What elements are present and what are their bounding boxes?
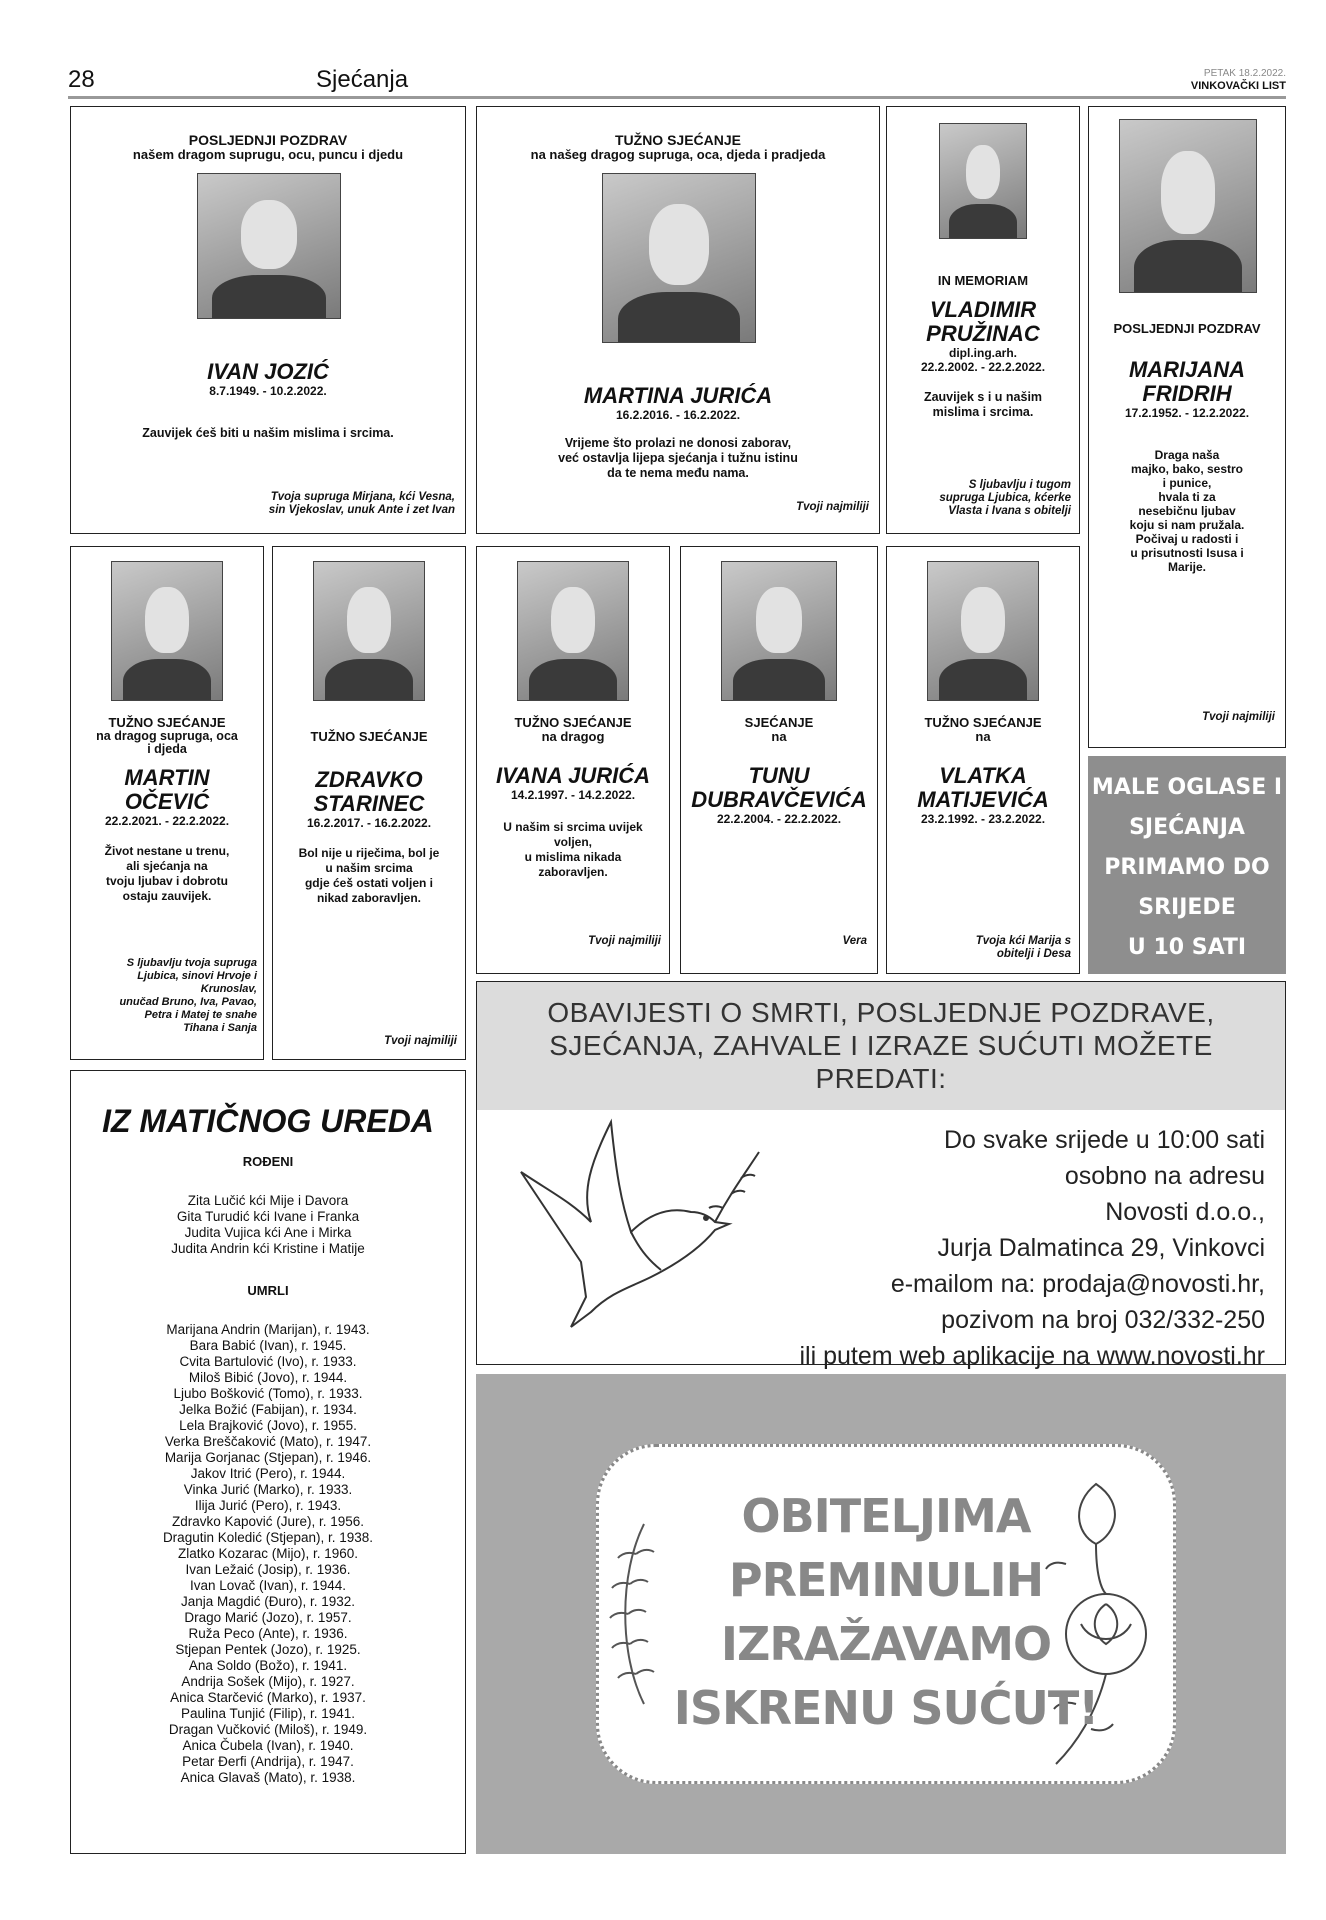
portrait-photo: [927, 561, 1039, 701]
died-list: [71, 1322, 465, 1786]
obituary-signature: S ljubavlju i tugom supruga Ljubica, kćerke Vlasta i Ivana s obitelji: [939, 479, 1071, 517]
obituary-signature: Vera: [842, 935, 867, 947]
condolence-message: OBITELJIMA PREMINULIH IZRAŽAVAMO ISKRENU SUĆUT!: [673, 1489, 1099, 1735]
obituary-name: IVANA JURIĆA: [495, 763, 650, 788]
portrait-photo: [721, 561, 837, 701]
died-entry: Anica Čubela (Ivan), r. 1940.: [182, 1738, 354, 1753]
died-entry: Bara Babić (Ivan), r. 1945.: [189, 1338, 347, 1353]
obituary-signature: Tvoji najmiliji: [384, 1035, 457, 1047]
obituary-name: VLATKA MATIJEVIĆA: [917, 763, 1049, 812]
registry-title: IZ MATIČNOG UREDA: [102, 1103, 434, 1139]
portrait-photo: [939, 123, 1027, 239]
obituary-ocevic: [70, 546, 264, 1060]
died-entry: Verka Breščaković (Mato), r. 1947.: [164, 1434, 372, 1449]
obituary-dates: 8.7.1949. - 10.2.2022.: [209, 384, 327, 398]
died-label: UMRLI: [247, 1283, 289, 1298]
died-entry: Zdravko Kapović (Jure), r. 1956.: [171, 1514, 365, 1529]
obituary-signature: Tvoji najmiliji: [588, 935, 661, 947]
obituary-starinec: [272, 546, 466, 1060]
obituary-dates: 14.2.1997. - 14.2.2022.: [510, 788, 636, 802]
obituary-heading: POSLJEDNJI POZDRAV: [188, 132, 348, 148]
obituary-subheading: na dragog supruga, oca i djeda: [96, 729, 238, 756]
obituary-signature: Tvoja kći Marija s obitelji i Desa: [975, 935, 1071, 960]
portrait-photo: [197, 173, 341, 319]
obituary-heading: SJEĆANJE: [744, 715, 814, 730]
obituary-subheading: našem dragom suprugu, ocu, puncu i djedu: [132, 147, 404, 162]
obituary-signature: Tvoji najmiliji: [1202, 711, 1275, 723]
obituary-message: Zauvijek s i u našim mislima i srcima.: [923, 390, 1043, 419]
registry-office: [70, 1070, 466, 1854]
portrait-photo: [517, 561, 629, 701]
died-entry: Ljubo Bošković (Tomo), r. 1933.: [173, 1386, 363, 1401]
obituary-heading: TUŽNO SJEĆANJE: [310, 729, 428, 744]
obituary-message: Bol nije u riječima, bol je u našim srcima gdje ćeš ostati voljen i nikad zaboravljen.: [298, 846, 440, 905]
born-label: ROĐENI: [242, 1154, 294, 1169]
died-entry: Dragan Vučković (Miloš), r. 1949.: [168, 1722, 368, 1737]
newspaper-name: VINKOVAČKI LIST: [1190, 80, 1286, 92]
obituary-subheading: na: [975, 729, 991, 744]
portrait-photo: [313, 561, 425, 701]
died-entry: Miloš Bibić (Jovo), r. 1944.: [188, 1370, 348, 1385]
obituary-heading: TUŽNO SJEĆANJE: [514, 715, 632, 730]
obituary-fridrih: [1088, 106, 1286, 748]
issue-date: PETAK 18.2.2022.: [1203, 68, 1286, 79]
died-entry: Marijana Andrin (Marijan), r. 1943.: [166, 1322, 370, 1337]
died-entry: Jakov Itrić (Pero), r. 1944.: [190, 1466, 346, 1481]
obituary-pruzinac: [886, 106, 1080, 534]
submission-notice: [476, 981, 1286, 1370]
obituary-heading: POSLJEDNJI POZDRAV: [1113, 321, 1261, 336]
obituary-dubravcevic: [680, 546, 878, 974]
obituary-message: Draga naša majko, bako, sestro i punice, hvala ti za nesebičnu ljubav koju si nam pružala. Počivaj u radosti i u prisutnosti Isusa i Marije.: [1129, 448, 1245, 574]
obituary-dates: 16.2.2017. - 16.2.2022.: [306, 816, 432, 830]
died-entry: Dragutin Koledić (Stjepan), r. 1938.: [162, 1530, 374, 1545]
obituary-dates: 22.2.2021. - 22.2.2022.: [104, 814, 230, 828]
portrait-photo: [111, 561, 223, 701]
notice-header: OBAVIJESTI O SMRTI, POSLJEDNJE POZDRAVE, SJEĆANJA, ZAHVALE I IZRAZE SUĆUTI MOŽETE PREDATI:: [477, 982, 1285, 1110]
died-entry: Jelka Božić (Fabijan), r. 1934.: [179, 1402, 357, 1417]
obituary-message: Zauvijek ćeš biti u našim mislima i srcima.: [142, 426, 394, 440]
died-entry: Andrija Sošek (Mijo), r. 1927.: [181, 1674, 355, 1689]
died-entry: Janja Magdić (Đuro), r. 1932.: [180, 1594, 356, 1609]
died-entry: Petar Đerfi (Andrija), r. 1947.: [182, 1754, 354, 1769]
obituary-name: ZDRAVKO STARINEC: [313, 767, 425, 816]
obituary-dates: 22.2.2002. - 22.2.2022.: [920, 360, 1046, 374]
obituary-name: MARIJANA FRIDRIH: [1128, 357, 1246, 406]
died-entry: Drago Marić (Jozo), r. 1957.: [184, 1610, 352, 1625]
obituary-subheading: na: [771, 729, 787, 744]
obituary-signature: Tvoja supruga Mirjana, kći Vesna, sin Vjekoslav, unuk Ante i zet Ivan: [268, 491, 455, 516]
obituary-jurica-ivan: [476, 546, 670, 974]
obituary-message: U našim si srcima uvijek voljen, u mislima nikada zaboravljen.: [503, 820, 643, 879]
obituary-matijevic: [886, 546, 1080, 974]
died-entry: Stjepan Pentek (Jozo), r. 1925.: [175, 1642, 361, 1657]
died-entry: Paulina Tunjić (Filip), r. 1941.: [180, 1706, 356, 1721]
obituary-jozic: [70, 106, 466, 534]
born-list: Zita Lučić kći Mije i Davora Gita Turudić kći Ivane i Franka Judita Vujica kći Ane i Mirka Judita Andrin kći Kristine i Matije: [171, 1193, 365, 1256]
obituary-dates: 23.2.1992. - 23.2.2022.: [920, 812, 1046, 826]
portrait-photo: [602, 173, 756, 343]
died-entry: Ana Soldo (Božo), r. 1941.: [188, 1658, 348, 1673]
portrait-photo: [1119, 119, 1257, 293]
died-entry: Marija Gorjanac (Stjepan), r. 1946.: [164, 1450, 372, 1465]
obituary-heading: TUŽNO SJEĆANJE: [614, 132, 742, 148]
obituary-signature: S ljubavlju tvoja supruga Ljubica, sinovi Hrvoje i Krunoslav, unučad Bruno, Iva, Pavao, Petra i Matej te snahe Tihana i Sanja: [119, 957, 257, 1034]
section-title: Sjećanja: [316, 66, 409, 93]
obituary-name: MARTINA JURIĆA: [583, 383, 773, 408]
obituary-signature: Tvoji najmiliji: [796, 501, 869, 513]
obituary-subheading: na našeg dragog supruga, oca, djeda i pradjeda: [530, 147, 826, 162]
header-rule: [68, 96, 1286, 99]
obituary-subheading: na dragog: [541, 729, 605, 744]
obituary-name: IVAN JOZIĆ: [207, 359, 329, 384]
obituary-title: dipl.ing.arh.: [949, 346, 1017, 360]
died-entry: Vinka Jurić (Marko), r. 1933.: [183, 1482, 353, 1497]
page-number: 28: [68, 66, 95, 93]
obituary-dates: 17.2.1952. - 12.2.2022.: [1124, 406, 1250, 420]
died-entry: Cvita Bartulović (Ivo), r. 1933.: [179, 1354, 357, 1369]
dove-illustration: [501, 1112, 761, 1352]
obituary-message: Vrijeme što prolazi ne donosi zaborav, već ostavlja lijepa sjećanja i tužnu istinu da te nema među nama.: [558, 436, 798, 480]
died-entry: Anica Glavaš (Mato), r. 1938.: [180, 1770, 356, 1785]
obituary-dates: 16.2.2016. - 16.2.2022.: [615, 408, 741, 422]
obituary-name: VLADIMIR PRUŽINAC: [926, 297, 1040, 346]
obituary-message: Život nestane u trenu, ali sjećanja na tvoju ljubav i dobrotu ostaju zauvijek.: [104, 844, 230, 903]
obituary-heading: TUŽNO SJEĆANJE: [924, 715, 1042, 730]
died-entry: Ivan Ležaić (Josip), r. 1936.: [185, 1562, 351, 1577]
small-ads-banner: MALE OGLASE I SJEĆANJA PRIMAMO DO SRIJEDE U 10 SATI: [1088, 756, 1286, 974]
obituary-heading: TUŽNO SJEĆANJE: [108, 715, 226, 730]
notice-details: Do svake srijede u 10:00 sati osobno na adresu Novosti d.o.o., Jurja Dalmatinca 29, Vinkovci e-mailom na: prodaja@novosti.hr, pozivom na broj 032/332-250 ili putem web aplikacije na www.novosti.hr: [799, 1126, 1265, 1370]
died-entry: Ilija Jurić (Pero), r. 1943.: [194, 1498, 342, 1513]
died-entry: Ivan Lovač (Ivan), r. 1944.: [189, 1578, 347, 1593]
obituary-name: TUNU DUBRAVČEVIĆA: [691, 763, 867, 812]
obituary-heading: IN MEMORIAM: [937, 273, 1029, 288]
obituary-jurica-martin: [476, 106, 880, 534]
died-entry: Anica Starčević (Marko), r. 1937.: [170, 1690, 366, 1705]
obituary-name: MARTIN OČEVIĆ: [124, 765, 210, 814]
died-entry: Zlatko Kozarac (Mijo), r. 1960.: [177, 1546, 359, 1561]
died-entry: Lela Brajković (Jovo), r. 1955.: [179, 1418, 357, 1433]
died-entry: Ruža Peco (Ante), r. 1936.: [188, 1626, 348, 1641]
obituary-dates: 22.2.2004. - 22.2.2022.: [716, 812, 842, 826]
condolence-banner: [476, 1374, 1286, 1854]
